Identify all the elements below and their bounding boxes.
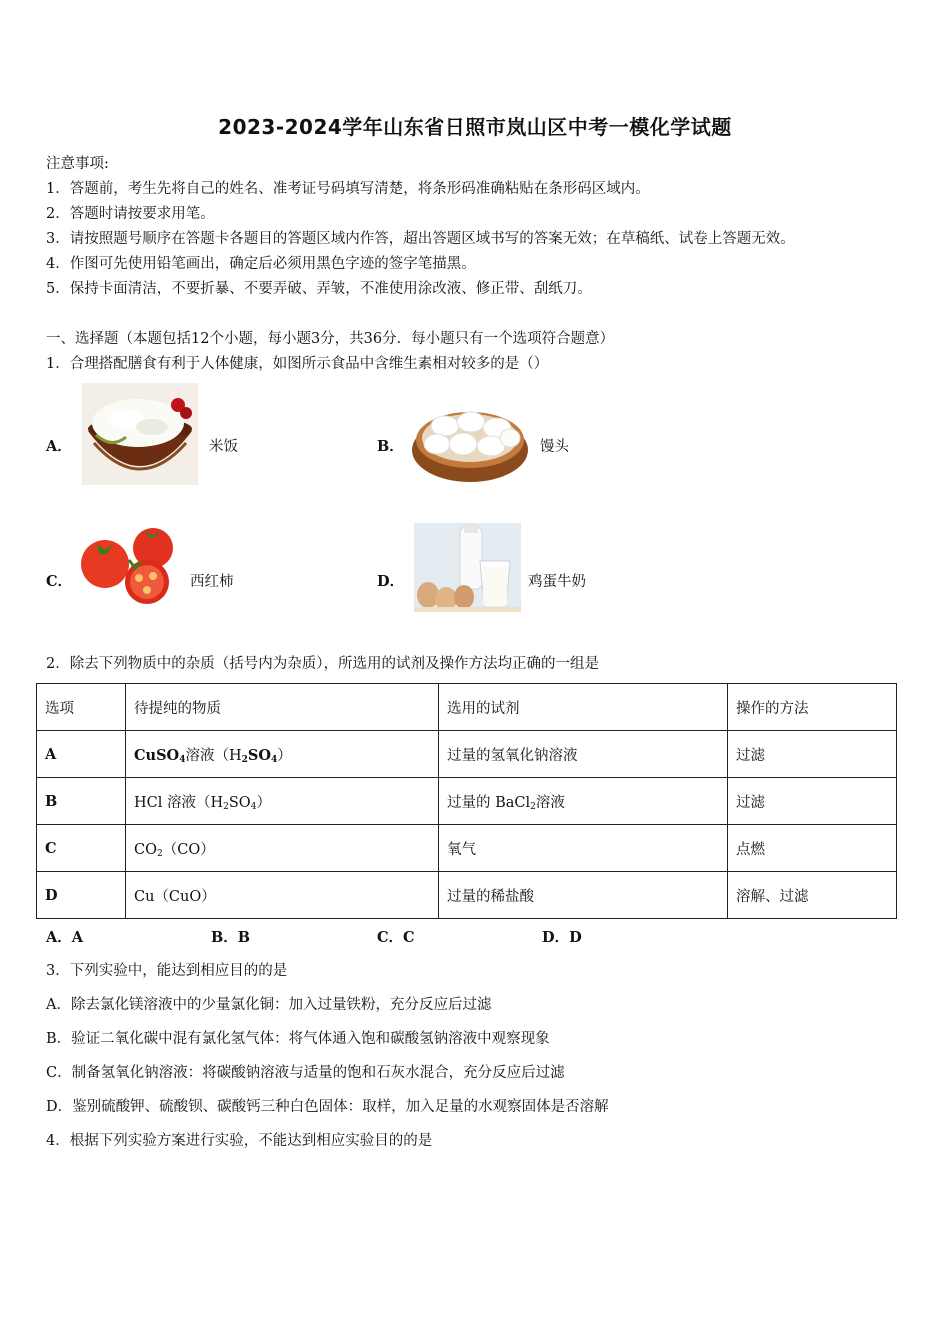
option-cell: C [37, 825, 126, 872]
q2-table [36, 683, 897, 919]
option-a-label: 米饭 [209, 439, 238, 455]
tomatoes-icon [77, 524, 177, 608]
substance-cell: Cu（CuO） [126, 872, 439, 919]
option-c-letter: C． [46, 573, 73, 590]
option-cell: A [37, 731, 126, 778]
option-d-letter: D． [377, 573, 405, 590]
table-row [37, 778, 897, 825]
header-cell: 选用的试剂 [439, 684, 728, 731]
table-row [37, 825, 897, 872]
question-3-option: A．除去氯化镁溶液中的少量氯化铜：加入过量铁粉，充分反应后过滤 [46, 997, 492, 1013]
option-a-letter: A． [46, 438, 72, 455]
notice-item: 3．请按照题号顺序在答题卡各题目的答题区域内作答，超出答题区域书写的答案无效；在草稿纸、试卷上答题无效。 [46, 231, 795, 247]
section-heading: 一、选择题（本题包括12个小题，每小题3分，共36分．每小题只有一个选项符合题意） [46, 331, 615, 347]
option-cell: D [37, 872, 126, 919]
page-title: 2023-2024学年山东省日照市岚山区中考一模化学试题 [218, 115, 732, 139]
substance-cell: $CO_2(CO)$ [126, 825, 439, 872]
reagent-cell: 氧气 [439, 825, 728, 872]
question-3-stem: 3．下列实验中，能达到相应目的的是 [46, 963, 288, 979]
substance-cell: HCl 溶液$(H_2SO_4)$ [126, 778, 439, 825]
option-c-label: 西红柿 [190, 574, 234, 590]
substance-cell: CuSO$_4$溶液$(H_2SO_4)$ [126, 731, 439, 778]
rice-bowl-icon [82, 383, 198, 485]
question-4-stem: 4．根据下列实验方案进行实验，不能达到相应实验目的的是 [46, 1133, 433, 1149]
notice-heading: 注意事项: [46, 156, 109, 172]
method-cell: 溶解、过滤 [728, 872, 897, 919]
option-d-label: 鸡蛋牛奶 [528, 574, 586, 590]
header-cell: 选项 [37, 684, 126, 731]
option-b-letter: B． [377, 438, 404, 455]
question-3-option: D．鉴别硫酸钾、硫酸钡、碳酸钙三种白色固体：取样，加入足量的水观察固体是否溶解 [46, 1099, 609, 1115]
notice-item: 2．答题时请按要求用笔。 [46, 206, 215, 222]
question-1-stem: 1．合理搭配膳食有利于人体健康，如图所示食品中含维生素相对较多的是（） [46, 356, 549, 372]
method-cell: 过滤 [728, 778, 897, 825]
reagent-cell: 过量的 BaCl$_2$溶液 [439, 778, 728, 825]
question-3-option: B．验证二氧化碳中混有氯化氢气体：将气体通入饱和碳酸氢钠溶液中观察现象 [46, 1031, 550, 1047]
answer-choice: A．A [46, 929, 84, 946]
answer-choice: C．C [377, 929, 415, 946]
option-cell: B [37, 778, 126, 825]
reagent-cell: 过量的稀盐酸 [439, 872, 728, 919]
notice-item: 4．作图可先使用铅笔画出，确定后必须用黑色字迹的签字笔描黑。 [46, 256, 476, 272]
header-cell: 操作的方法 [728, 684, 897, 731]
reagent-cell: 过量的氢氧化钠溶液 [439, 731, 728, 778]
method-cell: 过滤 [728, 731, 897, 778]
method-cell: 点燃 [728, 825, 897, 872]
table-row [37, 872, 897, 919]
question-2-stem: 2．除去下列物质中的杂质（括号内为杂质），所选用的试剂及操作方法均正确的一组是 [46, 656, 599, 672]
table-row [37, 731, 897, 778]
header-cell: 待提纯的物质 [126, 684, 439, 731]
question-3-option: C．制备氢氧化钠溶液：将碳酸钠溶液与适量的饱和石灰水混合，充分反应后过滤 [46, 1065, 565, 1081]
eggs-milk-icon [414, 523, 521, 612]
notice-item: 1．答题前，考生先将自己的姓名、准考证号码填写清楚，将条形码准确粘贴在条形码区域内。 [46, 181, 650, 197]
option-b-label: 馒头 [540, 439, 569, 455]
notice-item: 5．保持卡面清洁，不要折暴、不要弄破、弄皱，不准使用涂改液、修正带、刮纸刀。 [46, 281, 592, 297]
answer-choice: B．B [211, 929, 251, 946]
steamed-buns-icon [409, 400, 531, 484]
table-header-row [37, 684, 897, 731]
answer-choice: D．D [542, 929, 582, 946]
